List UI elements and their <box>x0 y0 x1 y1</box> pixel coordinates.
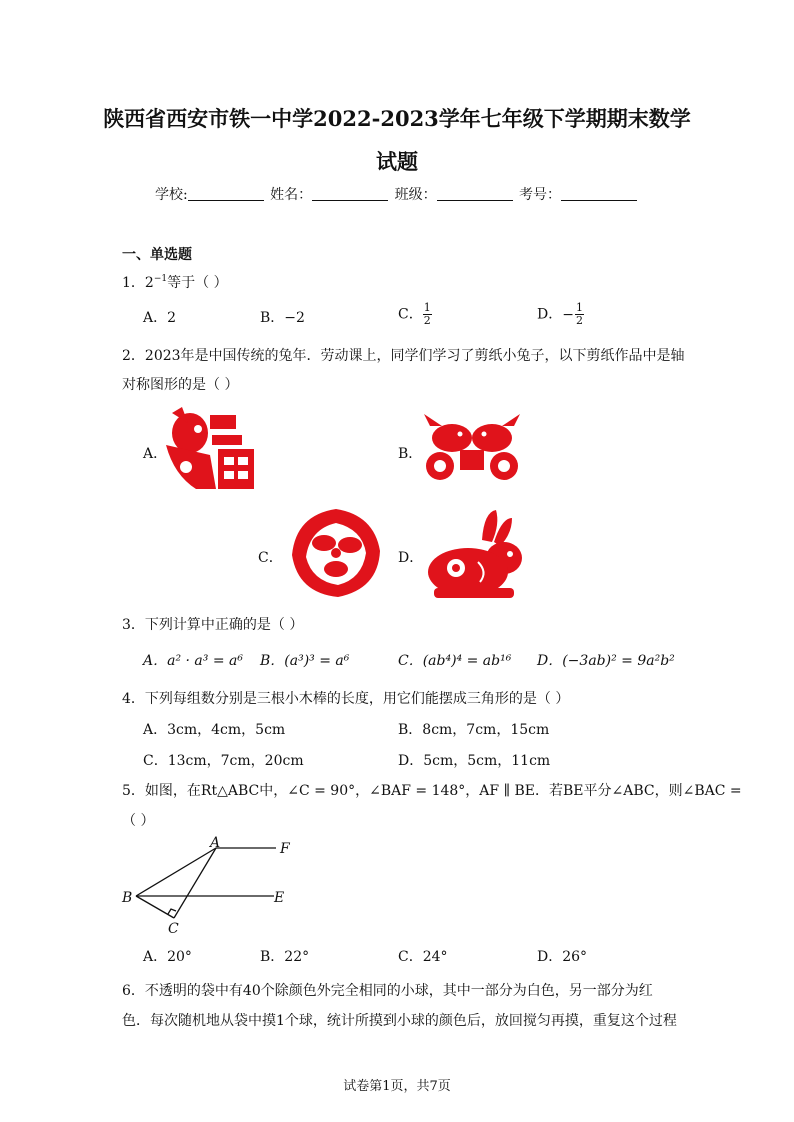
point-b-label: B <box>122 890 133 906</box>
q1-option-b[interactable]: B．−2 <box>260 310 305 326</box>
q4-option-a[interactable]: A．3cm，4cm，5cm <box>143 722 286 738</box>
q3-option-a[interactable]: A．a² · a³ = a⁶ <box>143 653 243 669</box>
q1-option-c-label: C． <box>398 306 423 323</box>
q4-stem: 4．下列每组数分别是三根小木棒的长度，用它们能摆成三角形的是（ ） <box>122 691 570 707</box>
q3-option-c[interactable]: C．(ab⁴)⁴ = ab¹⁶ <box>398 653 512 669</box>
q6-stem-line2: 色．每次随机地从袋中摸1个球，统计所摸到小球的颜色后，放回搅匀再摸，重复这个过程 <box>122 1013 677 1029</box>
q5-option-a[interactable]: A．20° <box>143 949 192 965</box>
papercut-three-rabbits-image <box>286 505 386 601</box>
q2-option-b-label[interactable]: B． <box>398 446 423 462</box>
q1-option-a[interactable]: A．2 <box>143 310 177 326</box>
q1-stem <box>122 272 228 292</box>
exam-title-line1: 陕西省西安市铁一中学2022-2023学年七年级下学期期末数学 <box>103 106 691 131</box>
q1-option-d-label: D． <box>537 306 563 323</box>
triangle-geometry-figure <box>118 834 298 938</box>
q1-stem-text: 等于（ ） <box>167 275 228 291</box>
class-blank[interactable] <box>437 186 513 201</box>
q1-exponent: −1 <box>153 274 168 284</box>
q2-option-a-label[interactable]: A． <box>143 446 168 462</box>
q3-stem: 3．下列计算中正确的是（ ） <box>122 617 304 633</box>
point-c-label: C <box>168 921 179 937</box>
school-blank[interactable] <box>188 186 264 201</box>
q5-stem-line2: （ ） <box>122 813 155 829</box>
exam-title-line2: 试题 <box>376 149 418 174</box>
student-info-row <box>0 184 794 204</box>
q1-prefix: 1． <box>122 275 145 291</box>
q2-option-d-label[interactable]: D． <box>398 550 424 566</box>
q5-stem-line1: 5．如图，在Rt△ABC中，∠C = 90°，∠BAF = 148°，AF ∥ BE．若BE平分∠ABC，则∠BAC = <box>122 783 742 799</box>
papercut-single-rabbit-image <box>422 506 526 602</box>
q1-option-c[interactable] <box>398 302 432 327</box>
q5-option-d[interactable]: D．26° <box>537 949 588 965</box>
q5-option-b[interactable]: B．22° <box>260 949 310 965</box>
q3-option-d[interactable]: D．(−3ab)² = 9a²b² <box>537 653 675 669</box>
q1-option-d-fraction: $\frac{1}{2}$ <box>575 301 583 327</box>
point-a-label: A <box>210 835 221 851</box>
q6-stem-line1: 6．不透明的袋中有40个除颜色外完全相同的小球，其中一部分为白色，另一部分为红 <box>122 983 653 999</box>
papercut-two-rabbits-image <box>420 412 524 486</box>
point-f-label: F <box>280 841 290 857</box>
q1-option-c-fraction: $\frac{1}{2}$ <box>423 301 431 327</box>
q4-option-b[interactable]: B．8cm，7cm，15cm <box>398 722 550 738</box>
number-blank[interactable] <box>561 186 637 201</box>
q2-stem-line1: 2．2023年是中国传统的兔年．劳动课上，同学们学习了剪纸小兔子，以下剪纸作品中是轴 <box>122 348 685 364</box>
number-label: 考号： <box>519 187 562 203</box>
name-blank[interactable] <box>312 186 388 201</box>
q4-option-c[interactable]: C．13cm，7cm，20cm <box>143 753 304 769</box>
class-label: 班级： <box>394 187 437 203</box>
q2-stem-line2: 对称图形的是（ ） <box>122 377 239 393</box>
q1-base: 2 <box>144 275 154 291</box>
point-e-label: E <box>274 890 285 906</box>
name-label: 姓名： <box>270 187 313 203</box>
q5-option-c[interactable]: C．24° <box>398 949 448 965</box>
page-footer: 试卷第1页，共7页 <box>343 1079 451 1094</box>
q2-option-c-label[interactable]: C． <box>258 550 283 566</box>
papercut-rabbit-fu-image <box>160 405 260 493</box>
section-heading: 一、单选题 <box>122 247 192 263</box>
school-label: 学校: <box>154 187 188 203</box>
q1-option-d[interactable]: D．− $\frac{1}{2}$ <box>537 301 583 327</box>
q4-option-d[interactable]: D．5cm，5cm，11cm <box>398 753 551 769</box>
q3-option-b[interactable]: B．(a³)³ = a⁶ <box>260 653 350 669</box>
